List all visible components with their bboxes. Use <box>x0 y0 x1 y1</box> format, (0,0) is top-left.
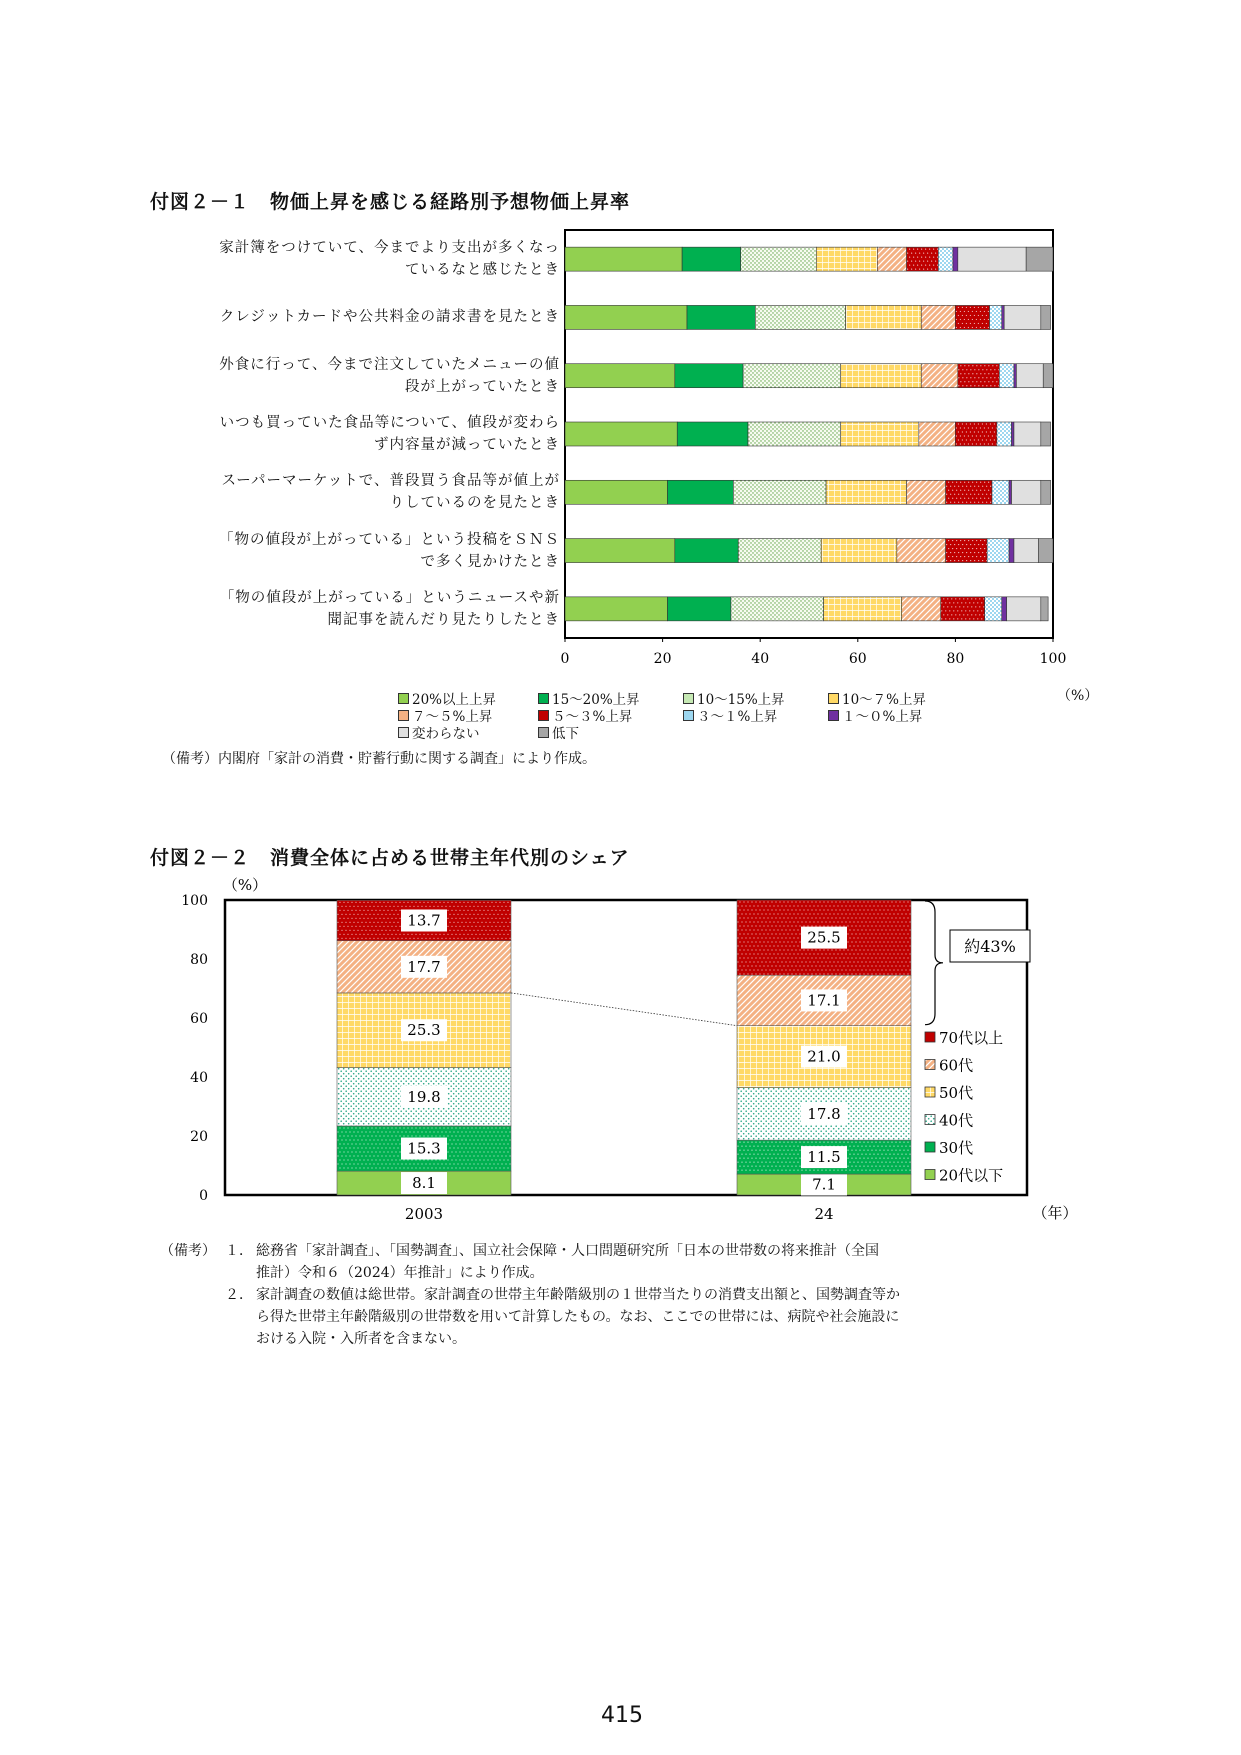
bar-segment <box>667 480 733 504</box>
y-tick-label: 80 <box>190 952 208 968</box>
bar-segment <box>1041 480 1051 504</box>
legend-swatch <box>398 693 409 704</box>
category-label-line: 「物の値段が上がっている」というニュースや新 <box>219 589 560 606</box>
category-label-line: ず内容量が減っていたとき <box>374 437 560 453</box>
fig1-legend <box>398 688 958 744</box>
data-label: 19.8 <box>407 1087 441 1106</box>
legend-swatch <box>925 1087 935 1097</box>
page-number: 415 <box>601 1703 643 1728</box>
x-tick-label: 40 <box>751 651 770 667</box>
legend-label: 15～20%上昇 <box>552 692 640 708</box>
category-label <box>160 470 560 514</box>
bar-segment <box>1012 480 1041 504</box>
bar-segment <box>946 539 987 563</box>
note-number: １． <box>225 1243 253 1259</box>
bar-segment <box>953 247 958 271</box>
legend-label: ７～５%上昇 <box>412 709 493 725</box>
bar-segment <box>985 597 1002 621</box>
legend-label: 40代 <box>939 1111 974 1130</box>
bar-segment <box>682 247 741 271</box>
category-label-line: 聞記事を読んだり見たりしたとき <box>327 611 560 628</box>
note-line: 総務省「家計調査」、「国勢調査」、国立社会保障・人口問題研究所「日本の世帯数の将来推計（全国 <box>256 1243 879 1259</box>
category-label-line: 家計簿をつけていて、今までより支出が多くなっ <box>219 240 560 257</box>
bar-segment <box>938 247 953 271</box>
category-label <box>160 587 560 631</box>
bar-segment <box>731 597 824 621</box>
legend-label: ３～１%上昇 <box>697 709 778 725</box>
legend-swatch <box>538 727 549 738</box>
bar-segment <box>821 539 897 563</box>
data-label: 7.1 <box>812 1175 836 1194</box>
bar-segment <box>958 364 999 388</box>
legend-swatch <box>828 710 839 721</box>
category-label-line: で多く見かけたとき <box>420 553 560 570</box>
y-tick-label: 0 <box>199 1188 208 1204</box>
x-tick-label: 2003 <box>404 1205 444 1223</box>
x-tick-label: 24 <box>814 1205 834 1223</box>
x-tick-label: 20 <box>653 651 672 667</box>
legend-label: 10～７%上昇 <box>842 692 927 708</box>
bar-segment <box>999 364 1014 388</box>
legend-label: 20代以下 <box>939 1166 1004 1185</box>
bar-segment <box>841 364 922 388</box>
data-label: 13.7 <box>407 911 441 930</box>
category-label <box>160 306 560 328</box>
bar-segment <box>907 247 939 271</box>
category-label-line: 外食に行って、今まで注文していたメニューの値 <box>219 356 560 373</box>
bar-segment <box>990 305 1002 329</box>
bar-segment <box>743 364 841 388</box>
bar-segment <box>565 480 667 504</box>
bar-segment <box>687 305 755 329</box>
legend-swatch <box>925 1032 935 1042</box>
data-label: 15.3 <box>407 1139 441 1158</box>
data-label: 21.0 <box>807 1047 841 1066</box>
fig1-unit: （%） <box>1057 688 1099 704</box>
data-label: 8.1 <box>412 1174 436 1193</box>
bar-segment <box>919 422 956 446</box>
x-tick-label: 100 <box>1039 651 1067 667</box>
bar-segment <box>992 480 1009 504</box>
fig1-heading: 付図２－１ 物価上昇を感じる経路別予想物価上昇率 <box>150 191 631 213</box>
legend-item <box>828 705 922 725</box>
bar-segment <box>824 597 902 621</box>
legend-swatch <box>538 693 549 704</box>
legend-label: １～０%上昇 <box>842 709 923 725</box>
bar-segment <box>675 539 738 563</box>
bar-segment <box>1016 364 1043 388</box>
legend-swatch <box>925 1060 935 1070</box>
bar-segment <box>1002 597 1007 621</box>
fig1-note: （備考）内閣府「家計の消費・貯蓄行動に関する調査」により作成。 <box>162 751 596 767</box>
bar-segment <box>907 480 946 504</box>
legend-item <box>538 722 579 742</box>
bar-segment <box>565 305 687 329</box>
bar-segment <box>1007 597 1041 621</box>
bar-segment <box>955 422 996 446</box>
category-label-line: 段が上がっていたとき <box>405 378 560 395</box>
legend-label: 変わらない <box>412 726 480 742</box>
y-tick-label: 20 <box>190 1129 208 1145</box>
note-label: （備考） <box>160 1243 216 1259</box>
bar-segment <box>565 539 675 563</box>
bar-segment <box>667 597 730 621</box>
bar-segment <box>941 597 985 621</box>
bar-segment <box>738 539 821 563</box>
fig2-heading: 付図２－２ 消費全体に占める世帯主年代別のシェア <box>150 847 630 869</box>
bar-segment <box>946 480 992 504</box>
bar-segment <box>902 597 941 621</box>
legend-swatch <box>398 727 409 738</box>
fig1-category-labels <box>150 230 560 640</box>
y-tick-label: 40 <box>190 1070 208 1086</box>
legend-item <box>398 722 480 742</box>
bar-segment <box>1014 539 1038 563</box>
bar-segment <box>565 422 677 446</box>
bar-segment <box>1009 480 1011 504</box>
data-label: 17.1 <box>807 991 841 1010</box>
bar-segment <box>958 247 1026 271</box>
bar-segment <box>748 422 841 446</box>
y-tick-label: 100 <box>181 893 208 909</box>
bar-segment <box>997 422 1012 446</box>
legend-label: 50代 <box>939 1084 974 1102</box>
x-axis-unit: （年） <box>1032 1204 1078 1222</box>
data-label: 17.8 <box>807 1104 841 1123</box>
legend-swatch <box>925 1115 935 1125</box>
legend-label: 60代 <box>939 1056 974 1075</box>
data-label: 17.7 <box>407 957 441 976</box>
bar-segment <box>565 597 667 621</box>
bar-segment <box>841 422 919 446</box>
category-label-line: 「物の値段が上がっている」という投稿をＳＮＳ <box>219 531 560 548</box>
legend-label: 低下 <box>552 726 579 742</box>
category-label-line: スーパーマーケットで、普段買う食品等が値上が <box>221 473 560 490</box>
category-label-line: クレジットカードや公共料金の請求書を見たとき <box>219 309 560 326</box>
note-item <box>160 1240 1090 1284</box>
y-axis-label: （%） <box>222 876 268 894</box>
bar-segment <box>877 247 906 271</box>
legend-swatch <box>828 693 839 704</box>
x-tick-label: 0 <box>560 651 570 667</box>
category-label-line: いつも買っていた食品等について、値段が変わら <box>219 415 560 431</box>
bar-segment <box>1038 539 1053 563</box>
bar-segment <box>677 422 748 446</box>
legend-label: 70代以上 <box>939 1029 1004 1047</box>
x-tick-label: 60 <box>848 651 867 667</box>
bar-segment <box>755 305 845 329</box>
bar-segment <box>675 364 743 388</box>
legend-label: ５～３%上昇 <box>552 709 633 725</box>
bar-segment <box>1041 597 1048 621</box>
note-number: ２． <box>225 1287 253 1303</box>
fig1-chart <box>540 220 1100 680</box>
fig2-chart <box>150 870 1090 1225</box>
category-label <box>160 354 560 398</box>
data-label: 25.3 <box>407 1021 441 1040</box>
bar-segment <box>1014 422 1041 446</box>
legend-swatch <box>538 710 549 721</box>
category-label <box>160 237 560 281</box>
category-label-line: ているなと感じたとき <box>405 262 560 279</box>
note-item <box>160 1284 1090 1350</box>
data-label: 11.5 <box>807 1148 841 1167</box>
bar-segment <box>733 480 826 504</box>
fig2-notes <box>160 1240 1090 1350</box>
bar-segment <box>565 364 675 388</box>
legend-swatch <box>683 693 694 704</box>
y-tick-label: 60 <box>190 1011 208 1027</box>
note-line: ら得た世帯主年齢階級別の世帯数を用いて計算したもの。なお、ここでの世帯には、病院や社会施設に <box>256 1309 900 1325</box>
annotation-label: 約43% <box>964 937 1016 956</box>
legend-swatch <box>925 1170 935 1180</box>
bar-segment <box>816 247 877 271</box>
bar-segment <box>1041 305 1051 329</box>
legend-swatch <box>398 710 409 721</box>
bar-segment <box>955 305 989 329</box>
bar-segment <box>1012 422 1014 446</box>
bar-segment <box>1041 422 1051 446</box>
bar-segment <box>1014 364 1016 388</box>
legend-label: 10～15%上昇 <box>697 692 785 708</box>
bar-segment <box>826 480 907 504</box>
legend-swatch <box>683 710 694 721</box>
bar-segment <box>741 247 817 271</box>
legend-label: 30代 <box>939 1139 974 1157</box>
bar-segment <box>987 539 1009 563</box>
legend-swatch <box>925 1142 935 1152</box>
bar-segment <box>846 305 922 329</box>
bar-segment <box>1043 364 1053 388</box>
x-tick-label: 80 <box>946 651 965 667</box>
bar-segment <box>921 364 958 388</box>
bar-segment <box>1009 539 1014 563</box>
category-label <box>160 529 560 573</box>
bar-segment <box>1026 247 1053 271</box>
legend-item <box>683 705 777 725</box>
bar-segment <box>1004 305 1041 329</box>
bar-segment <box>1002 305 1004 329</box>
note-line: 推計）令和６（2024）年推計」により作成。 <box>256 1265 544 1281</box>
note-line: 家計調査の数値は総世帯。家計調査の世帯主年齢階級別の１世帯当たりの消費支出額と、国勢調査等か <box>256 1287 900 1303</box>
legend-label: 20%以上上昇 <box>412 692 497 708</box>
category-label <box>160 412 560 456</box>
data-label: 25.5 <box>807 928 841 947</box>
bar-segment <box>565 247 682 271</box>
bar-segment <box>897 539 946 563</box>
bar-segment <box>921 305 955 329</box>
category-label-line: りしているのを見たとき <box>389 495 560 512</box>
note-line: おける入院・入所者を含まない。 <box>256 1331 466 1347</box>
